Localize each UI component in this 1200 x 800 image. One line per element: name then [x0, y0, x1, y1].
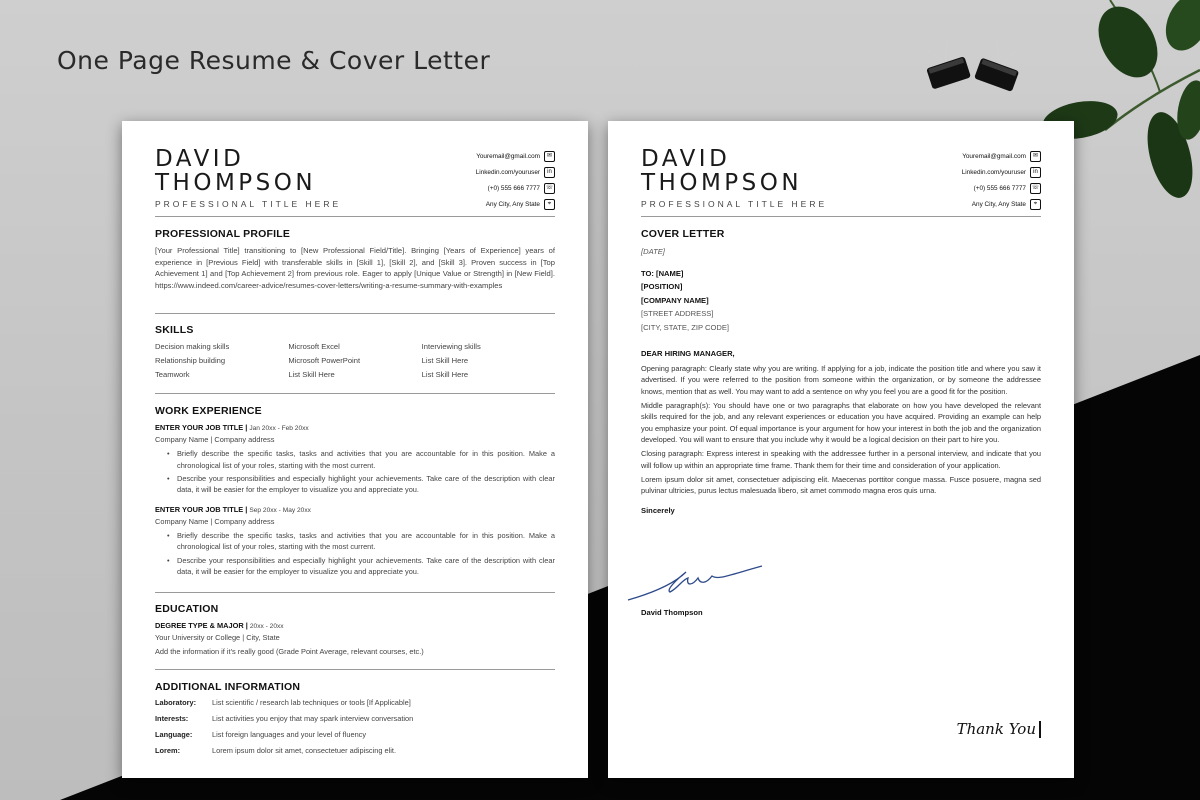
letter-paragraph: Opening paragraph: Clearly state why you are writing. If applying for a job, indicate the position title and where you saw it advertised. If you were referred to the position from someone within the organization, or by someone the addressee knows, mention that as well. You may want to add a sentence on why you feel you are a good fit for the position.: [641, 364, 1041, 396]
email-icon: ✉: [1030, 151, 1041, 162]
education-section: EDUCATION DEGREE TYPE & MAJOR | 20xx - 20xx Your University or College | City, State Add the information if it's really good (Grade Point Average, relevant courses, etc.): [155, 603, 555, 660]
contact-location: Any City, Any State ⌖: [962, 196, 1041, 212]
last-name: THOMPSON: [641, 170, 803, 196]
skill-item: Microsoft PowerPoint: [288, 356, 361, 365]
job-bullet: • Briefly describe the specific tasks, tasks and activities that you are accountable for in this position. Make a chronological list of your roles, starting with the most current.: [167, 530, 555, 553]
cover-letter-body: [641, 228, 1041, 518]
letter-paragraph: Closing paragraph: Express interest in speaking with the addressee further in a personal interview, and indicate that you will follow up within an appropriate time frame. Thank them for their time and consideration of your application.: [641, 449, 1041, 470]
location-icon: ⌖: [1030, 199, 1041, 210]
phone-icon: ☏: [1030, 183, 1041, 194]
contact-email[interactable]: Youremail@gmail.com ✉: [962, 148, 1041, 164]
name-block: [641, 147, 827, 209]
additional-row: Language: List foreign languages and your level of fluency: [155, 730, 367, 739]
skill-item: Teamwork: [155, 370, 190, 379]
skill-item: List Skill Here: [288, 370, 335, 379]
divider: [155, 669, 555, 670]
linkedin-icon: in: [544, 167, 555, 178]
skills-section: [155, 324, 555, 380]
school: Your University or College | City, State: [155, 633, 280, 642]
recipient-company: [COMPANY NAME]: [641, 295, 709, 305]
work-title: WORK EXPERIENCE: [155, 405, 262, 417]
additional-section: [155, 681, 555, 759]
cover-letter-page: [608, 121, 1074, 778]
linkedin-icon: in: [1030, 167, 1041, 178]
profile-title: PROFESSIONAL PROFILE: [155, 228, 291, 240]
divider: [641, 216, 1041, 217]
job-title: ENTER YOUR JOB TITLE: [155, 504, 244, 514]
first-name: DAVID: [641, 146, 731, 172]
email-icon: ✉: [544, 151, 555, 162]
job-entry: ENTER YOUR JOB TITLE | Sep 20xx - May 20xx Company Name | Company address • Briefly describe the specific tasks, tasks and activities that you are accountable for in this position. Make a chronological list of your roles, starting with the most current. • Describe your responsibilities and especially highlight your achievements. Take care of the description with clear data, it will be easier for the employer to visualize you and appreciate you.: [155, 504, 555, 578]
divider: [155, 313, 555, 314]
thank-you-mark: Thank You: [957, 720, 1041, 738]
contact-phone: (+0) 555 666 7777 ☏: [973, 184, 1040, 192]
name-block: [155, 147, 341, 209]
greeting: DEAR HIRING MANAGER,: [641, 348, 735, 358]
divider: [155, 216, 555, 217]
signature-name: David Thompson: [641, 608, 703, 617]
education-note: Add the information if it's really good (Grade Point Average, relevant courses, etc.): [155, 647, 424, 656]
contact-phone: (+0) 555 666 7777 ☏: [487, 184, 554, 192]
additional-row: Interests: List activities you enjoy that may spark interview conversation: [155, 714, 414, 723]
closing: Sincerely: [641, 506, 675, 516]
skill-item: Microsoft Excel: [288, 342, 340, 351]
degree: DEGREE TYPE & MAJOR: [155, 621, 244, 630]
location-icon: ⌖: [544, 199, 555, 210]
job-company: Company Name | Company address: [155, 435, 275, 444]
contact-list: [962, 148, 1041, 212]
job-bullet: • Describe your responsibilities and especially highlight your achievements. Take care of the description with clear data, it will be easier for the employer to visualize you and appreciate you.: [167, 555, 555, 578]
last-name: THOMPSON: [155, 170, 317, 196]
letter-paragraph: Middle paragraph(s): You should have one or two paragraphs that elaborate on how you have developed the relevant skills required for the job, and any relevant experiences or education you have acquired. Providing an example can help you emphasize your point. Of equal importance is your argument for how your interest in both the job and the organization developed. You will want to ensure that you include why it would be a logical decision on their part to hire you.: [641, 401, 1041, 444]
recipient-position: [POSITION]: [641, 282, 683, 292]
job-bullet: • Describe your responsibilities and especially highlight your achievements. Take care of the description with clear data, it will be easier for the employer to visualize you and appreciate you.: [167, 473, 555, 496]
contact-location: Any City, Any State ⌖: [476, 196, 555, 212]
contact-list: [476, 148, 555, 212]
additional-title: ADDITIONAL INFORMATION: [155, 681, 301, 693]
work-section: [155, 405, 555, 579]
skill-item: List Skill Here: [421, 370, 469, 379]
page-heading: One Page Resume & Cover Letter: [57, 46, 491, 75]
skill-item: List Skill Here: [421, 356, 469, 365]
recipient-name: TO: [NAME]: [641, 268, 684, 278]
profile-text: [Your Professional Title] transitioning to [New Professional Field/Title]. Bringing [Years of Experience] years of experience in [Previous Field] with transferable skills in [Skill 1], [Skill 2], and [Skill 3]. Proven success in [Top Achievement 1] and [Top Achievement 2] from previous role. Eager to apply [Unique Value or Strength] in [New Field]. https://www.indeed.com/career-advice/resumes-cover-letters/writing-a-resume-summary-with-examples: [155, 246, 555, 290]
skill-item: Relationship building: [155, 356, 226, 365]
education-title: EDUCATION: [155, 603, 219, 615]
contact-email[interactable]: Youremail@gmail.com ✉: [476, 148, 555, 164]
job-title: ENTER YOUR JOB TITLE: [155, 423, 244, 432]
recipient-street: [STREET ADDRESS]: [641, 309, 714, 319]
professional-title: PROFESSIONAL TITLE HERE: [641, 199, 828, 209]
job-dates: Sep 20xx - May 20xx: [249, 506, 311, 514]
degree-dates: 20xx - 20xx: [249, 623, 284, 630]
job-dates: Jan 20xx - Feb 20xx: [249, 425, 309, 432]
letter-paragraph: Lorem ipsum dolor sit amet, consectetuer adipiscing elit. Maecenas porttitor congue massa. Fusce posuere, magna sed pulvinar ultricies, purus lectus malesuada libero, sit amet commodo magna eros quis urna.: [641, 474, 1041, 496]
letter-date: [DATE]: [641, 247, 665, 256]
contact-linkedin[interactable]: Linkedin.com/youruser in: [962, 164, 1041, 180]
professional-title: PROFESSIONAL TITLE HERE: [155, 199, 342, 209]
contact-linkedin[interactable]: Linkedin.com/youruser in: [476, 164, 555, 180]
skill-item: Interviewing skills: [421, 342, 481, 351]
phone-icon: ☏: [544, 183, 555, 194]
cover-title: COVER LETTER: [641, 228, 725, 240]
recipient-city: [CITY, STATE, ZIP CODE]: [641, 322, 730, 332]
first-name: DAVID: [155, 146, 245, 172]
divider: [155, 393, 555, 394]
resume-page: [122, 121, 588, 778]
additional-row: Laboratory: List scientific / research lab techniques or tools [If Applicable]: [155, 698, 411, 707]
divider: [155, 592, 555, 593]
skills-title: SKILLS: [155, 324, 194, 336]
job-company: Company Name | Company address: [155, 516, 275, 526]
additional-row: Lorem: Lorem ipsum dolor sit amet, consectetuer adipiscing elit.: [155, 746, 397, 755]
profile-section: [155, 228, 555, 291]
job-entry: ENTER YOUR JOB TITLE | Jan 20xx - Feb 20xx Company Name | Company address • Briefly describe the specific tasks, tasks and activities that you are accountable for in this position. Make a chronological list of your roles, starting with the most current. • Describe your responsibilities and especially highlight your achievements. Take care of the description with clear data, it will be easier for the employer to visualize you and appreciate you.: [155, 422, 555, 496]
job-bullet: • Briefly describe the specific tasks, tasks and activities that you are accountable for in this position. Make a chronological list of your roles, starting with the most current.: [167, 448, 555, 471]
signature-icon: [626, 562, 766, 602]
skill-item: Decision making skills: [155, 342, 230, 351]
